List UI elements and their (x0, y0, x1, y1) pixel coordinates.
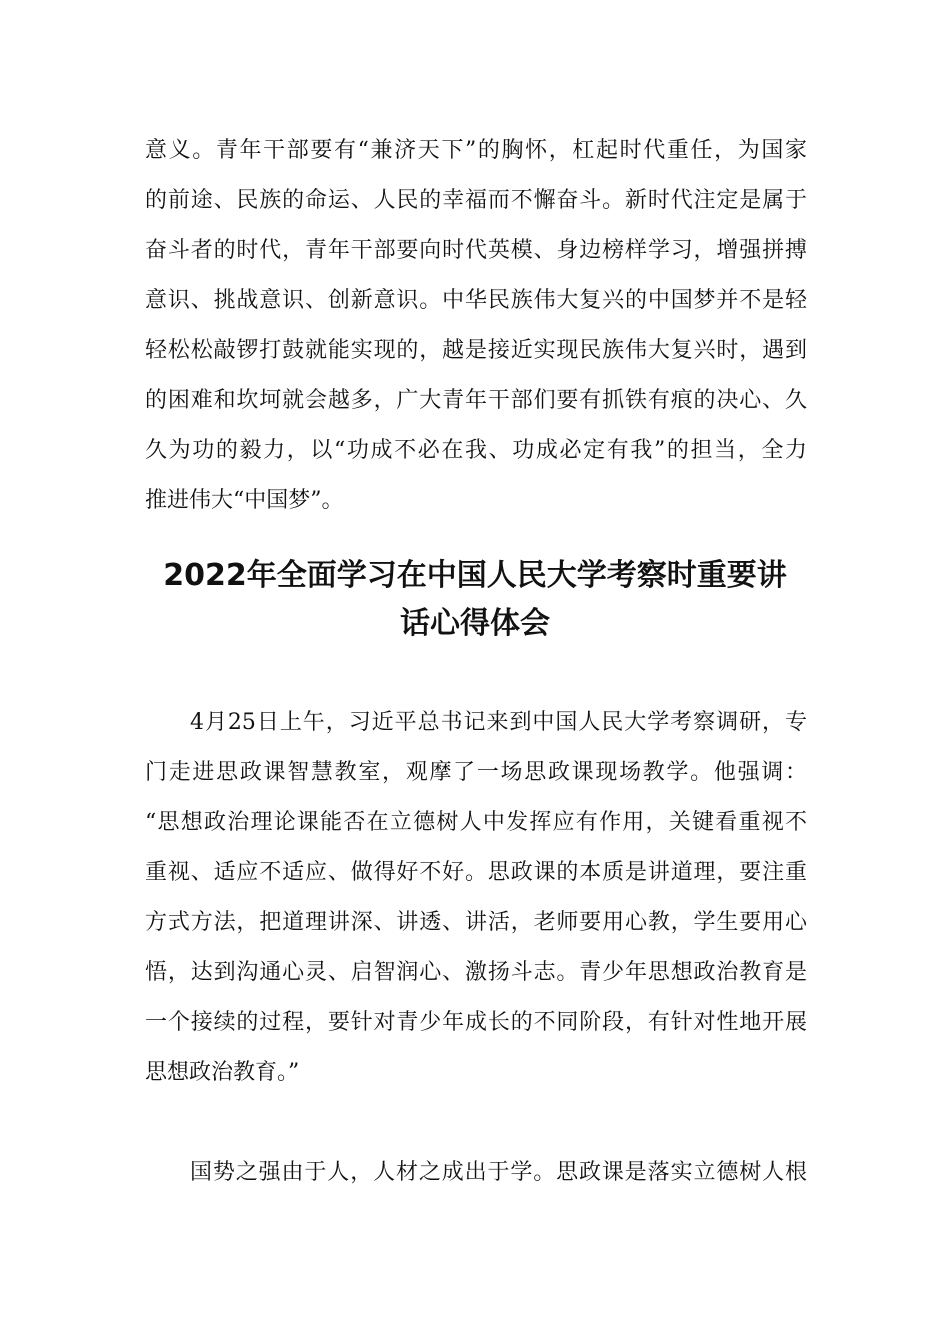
text-line: 推进伟大“中国梦”。 (145, 488, 344, 513)
title-line-2: 话心得体会 (400, 606, 550, 641)
text-line: 的前途、民族的命运、人民的幸福而不懈奋斗。新时代注定是属于 (145, 188, 807, 213)
text-line: 重视、适应不适应、做得好不好。思政课的本质是讲道理，要注重 (145, 860, 807, 885)
text-line: 意义。青年干部要有“兼济天下”的胸怀，杠起时代重任，为国家 (145, 138, 807, 163)
text-line: 思想政治教育。” (145, 1060, 300, 1085)
text-line: 方式方法，把道理讲深、讲透、讲活，老师要用心教，学生要用心 (145, 910, 807, 935)
text-line: 一个接续的过程，要针对青少年成长的不同阶段，有针对性地开展 (145, 1010, 807, 1035)
title-line-1: 2022年全面学习在中国人民大学考察时重要讲 (163, 558, 787, 593)
text-line: 门走进思政课智慧教室，观摩了一场思政课现场教学。他强调： (145, 760, 807, 785)
text-line: 轻松松敲锣打鼓就能实现的，越是接近实现民族伟大复兴时，遇到 (145, 338, 807, 363)
text-line: 悟，达到沟通心灵、启智润心、激扬斗志。青少年思想政治教育是 (145, 960, 807, 985)
text-line: 奋斗者的时代，青年干部要向时代英模、身边榜样学习，增强拼搏 (145, 238, 807, 263)
text-line: 久为功的毅力，以“功成不必在我、功成必定有我”的担当，全力 (145, 438, 807, 463)
text-line: 4月25日上午，习近平总书记来到中国人民大学考察调研，专 (190, 710, 807, 735)
text-line: “思想政治理论课能否在立德树人中发挥应有作用，关键看重视不 (145, 810, 807, 835)
text-line: 意识、挑战意识、创新意识。中华民族伟大复兴的中国梦并不是轻 (145, 288, 807, 313)
text-line: 的困难和坎坷就会越多，广大青年干部们要有抓铁有痕的决心、久 (145, 388, 807, 413)
text-line: 国势之强由于人，人材之成出于学。思政课是落实立德树人根 (190, 1160, 807, 1185)
